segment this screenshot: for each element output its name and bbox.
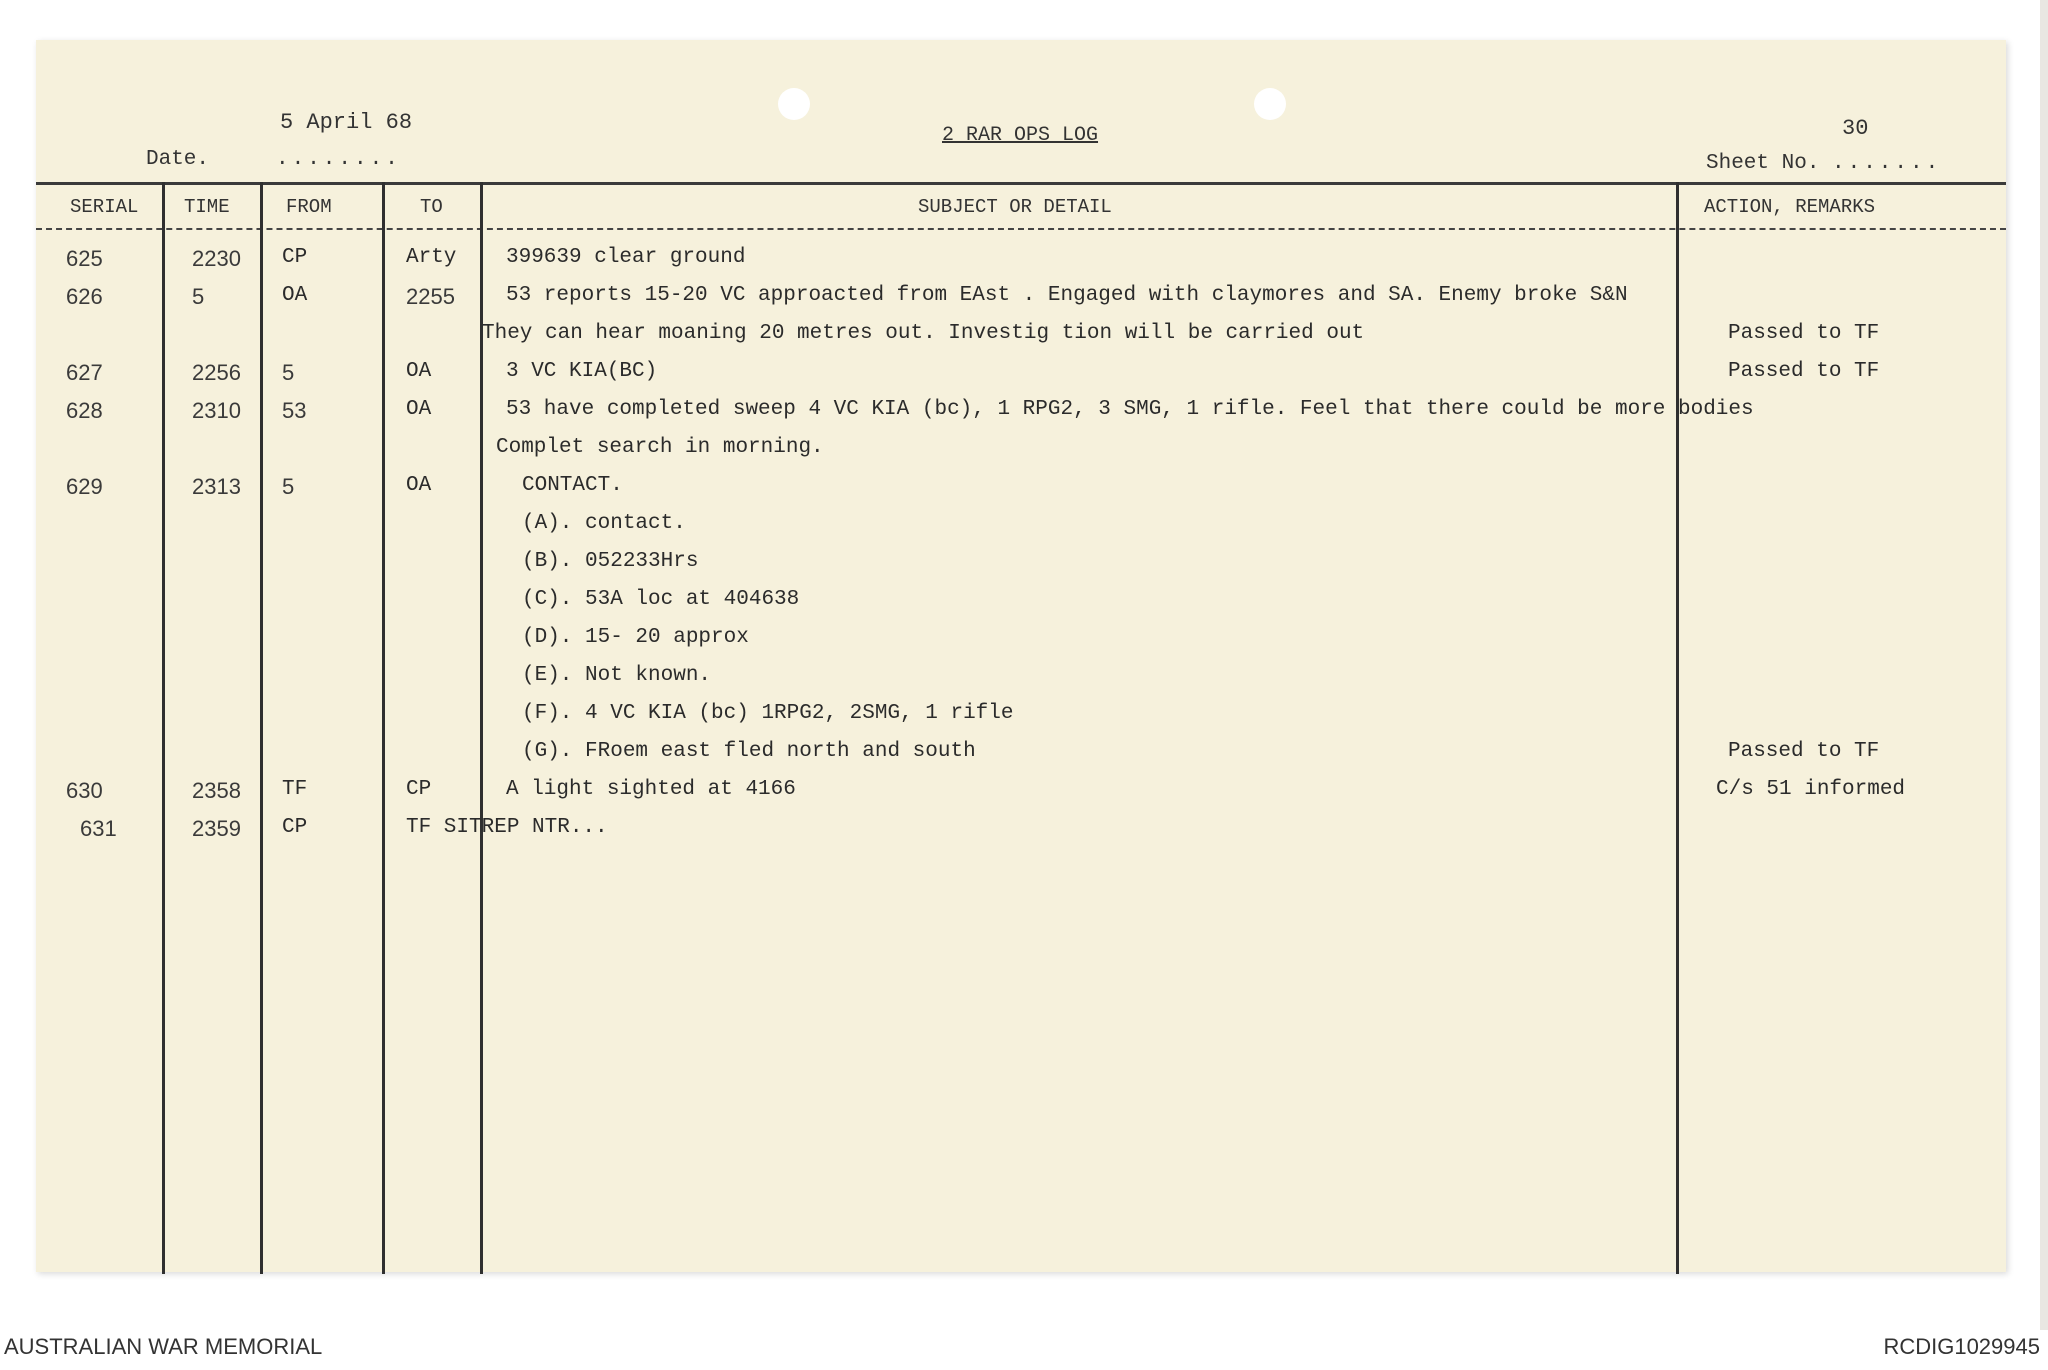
col-from-header: FROM (286, 196, 332, 218)
table-row (36, 588, 2006, 626)
remarks-cell: Passed to TF (1728, 740, 1880, 763)
to-cell: OA (406, 474, 432, 497)
table-row (36, 816, 2006, 854)
to-cell: 2255 (406, 284, 455, 309)
col-subject-header: SUBJECT OR DETAIL (918, 196, 1112, 218)
table-top-rule (36, 182, 2006, 185)
table-row (36, 664, 2006, 702)
punch-hole (1254, 88, 1286, 120)
serial-cell: 627 (66, 360, 103, 385)
time-cell: 2256 (192, 360, 241, 385)
from-cell: CP (282, 816, 308, 839)
detail-cell: A light sighted at 4166 (506, 778, 796, 801)
table-row (36, 778, 2006, 816)
detail-cell: 399639 clear ground (506, 246, 746, 269)
table-row (36, 702, 2006, 740)
table-row (36, 360, 2006, 398)
date-label: Date. (146, 148, 210, 171)
from-cell: 5 (282, 474, 295, 499)
time-cell: 2313 (192, 474, 241, 499)
sheet-dots: ....... (1832, 152, 1942, 175)
detail-cell: (C). 53A loc at 404638 (522, 588, 800, 611)
page-edge (2040, 0, 2048, 1330)
to-cell: TF SITREP NTR... (406, 816, 608, 839)
detail-cell: (F). 4 VC KIA (bc) 1RPG2, 2SMG, 1 rifle (522, 702, 1014, 725)
date-value: 5 April 68 (280, 110, 413, 135)
col-action-header: ACTION, REMARKS (1704, 196, 1876, 218)
time-cell: 2310 (192, 398, 241, 423)
table-row (36, 246, 2006, 284)
date-dots: ........ (276, 148, 401, 171)
detail-cell: (D). 15- 20 approx (522, 626, 749, 649)
from-cell: 53 (282, 398, 307, 423)
detail-cell: 3 VC KIA(BC) (506, 360, 658, 383)
serial-cell: 626 (66, 284, 103, 309)
table-row (36, 284, 2006, 322)
serial-cell: 630 (66, 778, 103, 803)
detail-cell: (G). FRoem east fled north and south (522, 740, 976, 763)
remarks-cell: Passed to TF (1728, 360, 1880, 383)
serial-cell: 631 (80, 816, 117, 841)
remarks-cell: Passed to TF (1728, 322, 1880, 345)
table-row (36, 626, 2006, 664)
col-to-header: TO (420, 196, 443, 218)
to-cell: OA (406, 360, 432, 383)
remarks-cell: C/s 51 informed (1716, 778, 1906, 801)
time-cell: 5 (192, 284, 205, 309)
serial-cell: 629 (66, 474, 103, 499)
header-bottom-rule (36, 228, 2006, 232)
detail-cell: They can hear moaning 20 metres out. Investig tion will be carried out (482, 322, 1365, 345)
time-cell: 2358 (192, 778, 241, 803)
detail-cell: 53 have completed sweep 4 VC KIA (bc), 1 RPG2, 3 SMG, 1 rifle. Feel that there could be more bodies (506, 398, 1754, 421)
from-cell: TF (282, 778, 308, 801)
detail-cell: (B). 052233Hrs (522, 550, 699, 573)
table-row (36, 512, 2006, 550)
detail-cell: 53 reports 15-20 VC approacted from EAst . Engaged with claymores and SA. Enemy broke S&N (506, 284, 1628, 307)
table-row (36, 398, 2006, 436)
detail-cell: CONTACT. (522, 474, 623, 497)
archive-credit: AUSTRALIAN WAR MEMORIAL (4, 1334, 323, 1359)
table-row (36, 740, 2006, 778)
detail-cell: (E). Not known. (522, 664, 712, 687)
table-row (36, 550, 2006, 588)
col-time-header: TIME (184, 196, 230, 218)
time-cell: 2359 (192, 816, 241, 841)
table-row (36, 474, 2006, 512)
to-cell: CP (406, 778, 432, 801)
detail-cell: (A). contact. (522, 512, 686, 535)
from-cell: OA (282, 284, 308, 307)
from-cell: CP (282, 246, 308, 269)
serial-cell: 625 (66, 246, 103, 271)
log-title: 2 RAR OPS LOG (942, 124, 1099, 147)
sheet-label: Sheet No. (1706, 152, 1820, 175)
punch-hole (778, 88, 810, 120)
sheet-value: 30 (1842, 116, 1869, 141)
archive-reference: RCDIG1029945 (1883, 1334, 2040, 1359)
from-cell: 5 (282, 360, 295, 385)
to-cell: OA (406, 398, 432, 421)
serial-cell: 628 (66, 398, 103, 423)
time-cell: 2230 (192, 246, 241, 271)
col-serial-header: SERIAL (70, 196, 139, 218)
to-cell: Arty (406, 246, 457, 269)
log-sheet (36, 40, 2006, 1272)
table-row (36, 322, 2006, 360)
table-row (36, 436, 2006, 474)
detail-cell: Complet search in morning. (496, 436, 824, 459)
